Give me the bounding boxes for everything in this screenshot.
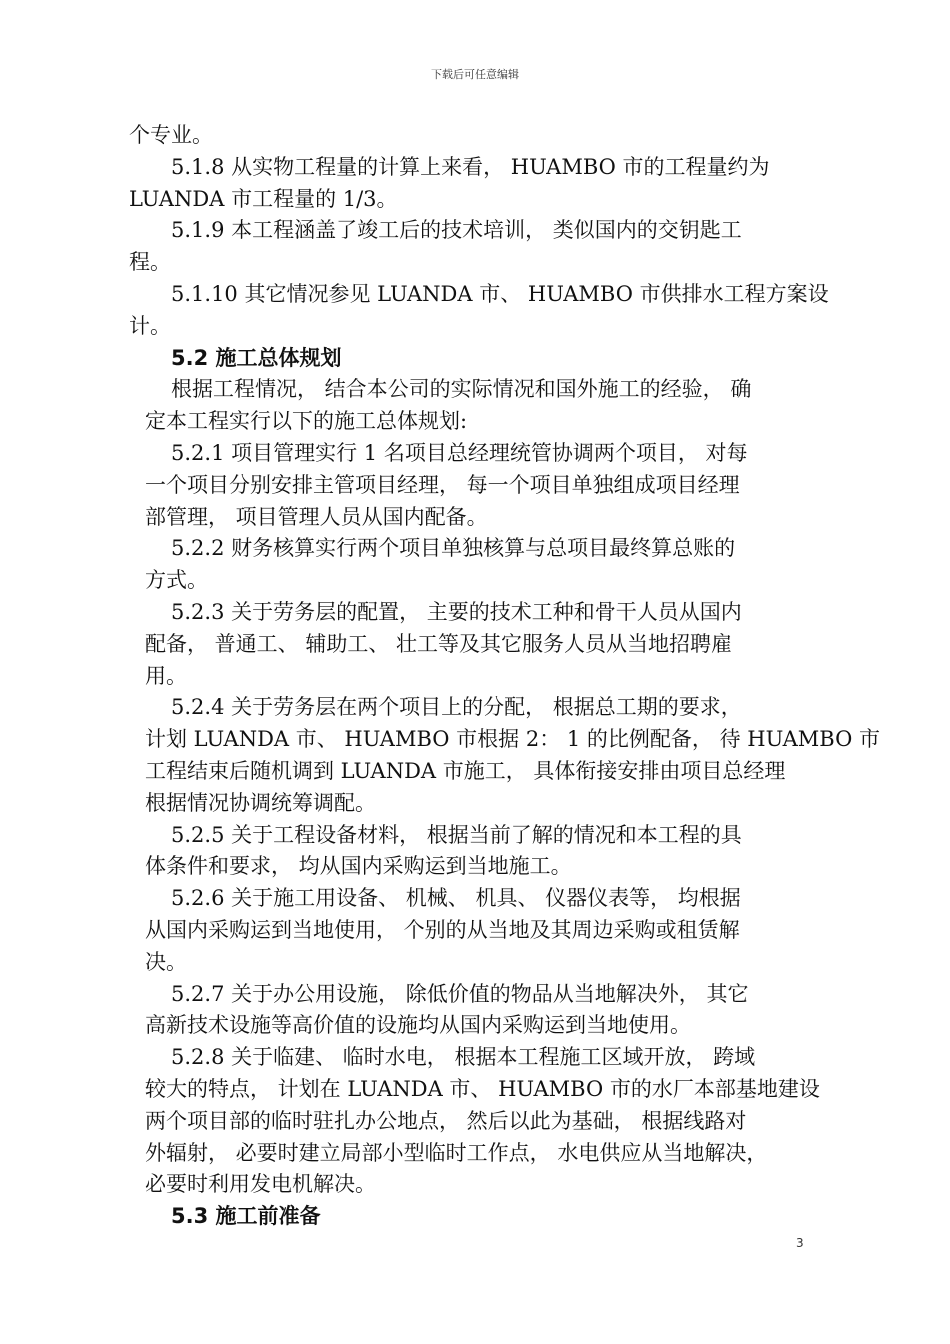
text-line: 用。 — [145, 663, 187, 688]
text-line: 个专业。 — [129, 123, 213, 147]
text-line: 5.2.5 关于工程设备材料， 根据当前了解的情况和本工程的具 — [171, 822, 742, 847]
text-line: 5.2.1 项目管理实行 1 名项目总经理统管协调两个项目， 对每 — [171, 440, 748, 465]
text-line: 较大的特点， 计划在 LUANDA 市、 HUAMBO 市的水厂本部基地建设 — [145, 1076, 820, 1101]
text-line: 5.2.3 关于劳务层的配置， 主要的技术工种和骨干人员从国内 — [171, 599, 742, 624]
text-line: 部管理， 项目管理人员从国内配备。 — [145, 504, 488, 529]
section-heading: 5.3 施工前准备 — [171, 1204, 321, 1229]
text-line: 5.2.6 关于施工用设备、 机械、 机具、 仪器仪表等， 均根据 — [171, 886, 741, 911]
text-line: 根据工程情况， 结合本公司的实际情况和国外施工的经验， 确 — [171, 377, 752, 402]
text-line: 两个项目部的临时驻扎办公地点， 然后以此为基础， 根据线路对 — [145, 1108, 747, 1133]
text-line: LUANDA 市工程量的 1/3。 — [129, 186, 398, 211]
text-line: 根据情况协调统筹调配。 — [145, 790, 376, 815]
text-line: 一个项目分别安排主管项目经理， 每一个项目单独组成项目经理 — [145, 472, 740, 497]
page-number: 3 — [796, 1236, 804, 1250]
text-line: 5.2.2 财务核算实行两个项目单独核算与总项目最终算总账的 — [171, 536, 736, 561]
section-heading: 5.2 施工总体规划 — [171, 345, 342, 370]
text-line: 决。 — [145, 949, 187, 974]
text-line: 定本工程实行以下的施工总体规划: — [145, 409, 468, 434]
text-line: 5.2.8 关于临建、 临时水电， 根据本工程施工区域开放， 跨域 — [171, 1045, 756, 1070]
text-line: 体条件和要求， 均从国内采购运到当地施工。 — [145, 854, 572, 879]
text-line: 5.2.7 关于办公用设施， 除低价值的物品从当地解决外， 其它 — [171, 981, 749, 1006]
text-line: 5.2.4 关于劳务层在两个项目上的分配， 根据总工期的要求， — [171, 695, 742, 720]
text-line: 5.1.9 本工程涵盖了竣工后的技术培训， 类似国内的交钥匙工 — [171, 218, 742, 243]
text-line: 高新技术设施等高价值的设施均从国内采购运到当地使用。 — [145, 1013, 691, 1038]
text-line: 5.1.8 从实物工程量的计算上来看， HUAMBO 市的工程量约为 — [171, 154, 770, 179]
text-line: 程。 — [129, 250, 171, 275]
page-header: 下载后可任意编辑 — [431, 68, 519, 81]
text-line: 计。 — [129, 313, 171, 338]
text-line: 外辐射， 必要时建立局部小型临时工作点， 水电供应从当地解决， — [145, 1140, 768, 1165]
document-body — [125, 120, 881, 1233]
text-line: 5.1.10 其它情况参见 LUANDA 市、 HUAMBO 市供排水工程方案设 — [171, 281, 829, 306]
text-line: 工程结束后随机调到 LUANDA 市施工， 具体衔接安排由项目总经理 — [145, 758, 786, 783]
text-line: 必要时利用发电机解决。 — [145, 1172, 376, 1197]
text-line: 方式。 — [145, 568, 208, 593]
text-line: 从国内采购运到当地使用， 个别的从当地及其周边采购或租赁解 — [145, 917, 740, 942]
text-line: 计划 LUANDA 市、 HUAMBO 市根据 2： 1 的比例配备， 待 HUAMBO 市 — [145, 727, 881, 752]
text-line: 配备， 普通工、 辅助工、 壮工等及其它服务人员从当地招聘雇 — [145, 631, 733, 656]
